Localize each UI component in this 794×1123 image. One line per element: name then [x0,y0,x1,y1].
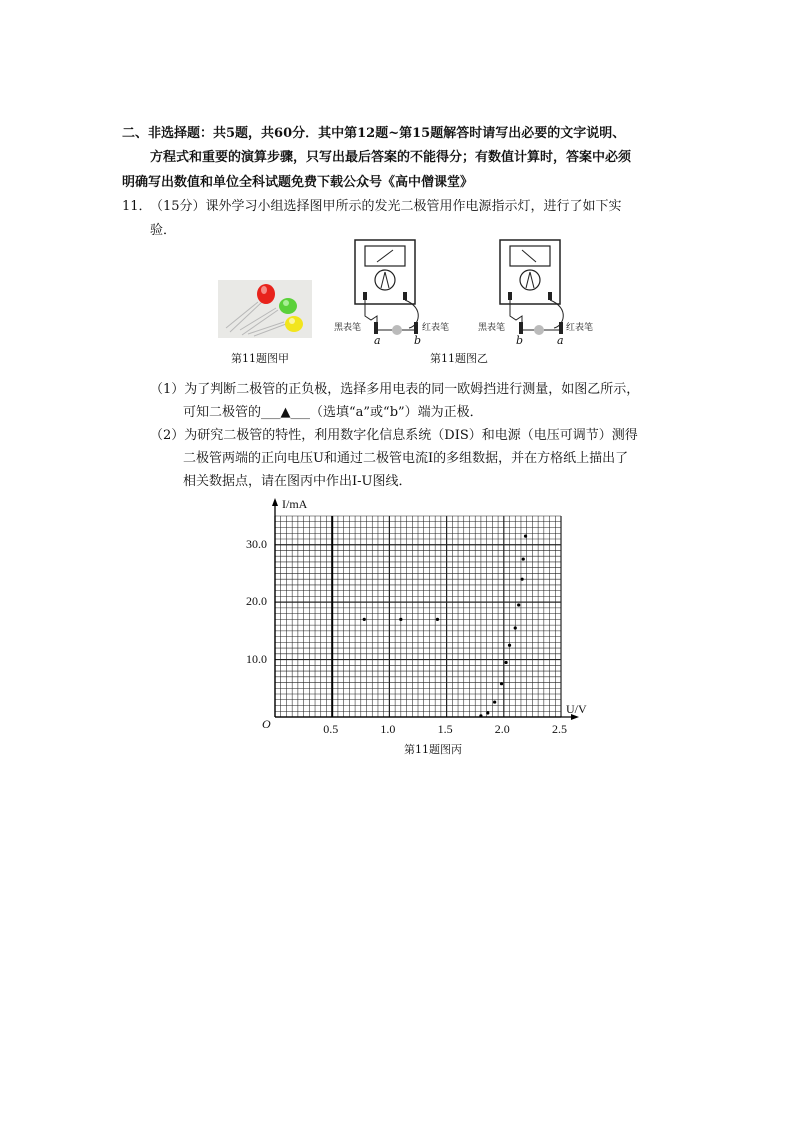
y-tick-label: 20.0 [246,594,267,609]
part2-line-3: 相关数据点，请在图丙中作出I-U图线． [183,474,412,489]
data-point [522,557,525,560]
data-point [486,711,489,714]
data-point [514,626,517,629]
data-point [517,603,520,606]
meter1-end-b-label: b [414,334,422,347]
x-tick-label: 2.0 [494,722,510,736]
meter1-end-a-label: a [374,334,381,347]
meter2-end-b-label: b [516,334,524,347]
data-point [363,618,366,621]
section-heading-line-3: 明确写出数值和单位全科试题免费下载公众号《高中僧课堂》 [122,175,474,190]
y-axis-arrow [272,498,278,506]
origin-label: O [262,717,271,731]
data-point [521,578,524,581]
part1-prefix: 可知二极管的 [183,405,262,420]
meter1-black-probe-label: 黑表笔 [334,323,362,333]
part2-line-2: 二极管两端的正向电压U和通过二极管电流I的多组数据，并在方格纸上描出了 [183,451,629,466]
data-point [479,714,482,717]
section-heading-line-1: 二、非选择题：共5题，共60分．其中第12题~第15题解答时请写出必要的文字说明、 [122,126,626,141]
data-point [399,618,402,621]
figure-jia-caption: 第11题图甲 [231,352,289,365]
answer-blank[interactable]: ___▲___ [261,405,311,420]
section-heading-line-2: 方程式和重要的演算步骤，只写出最后答案的不能得分；有数值计算时，答案中必须 [150,150,632,165]
data-point [504,661,507,664]
x-tick-label: 1.5 [437,722,453,736]
part1-suffix: （选填“a”或“b”）端为正极． [310,405,483,420]
question-intro-line-1: （15分）课外学习小组选择图甲所示的发光二极管用作电源指示灯，进行了如下实 [150,199,622,214]
meter2-red-probe-label: 红表笔 [566,323,594,333]
question-number: 11． [122,199,152,214]
data-point [436,618,439,621]
meter2-black-probe-label: 黑表笔 [478,323,506,333]
x-tick-label: 2.5 [552,722,567,736]
y-tick-label: 10.0 [246,651,267,666]
part2-line-1: （2）为研究二极管的特性，利用数字化信息系统（DIS）和电源（电压可调节）测得 [150,428,638,443]
data-point [524,535,527,538]
x-axis-label: U/V [566,702,587,716]
part1-line-1: （1）为了判断二极管的正负极，选择多用电表的同一欧姆挡进行测量，如图乙所示， [150,382,640,397]
data-point [493,700,496,703]
data-point [508,644,511,647]
question-intro-line-2: 验． [150,223,177,238]
meter1-red-probe-label: 红表笔 [422,323,450,333]
figure-bing-caption: 第11题图丙 [404,743,462,756]
y-axis-label: I/mA [282,497,308,511]
data-point [500,682,503,685]
x-tick-label: 1.0 [380,722,396,736]
x-tick-label: 0.5 [323,722,339,736]
meter2-end-a-label: a [557,334,564,347]
y-tick-label: 30.0 [246,536,267,551]
figure-yi-caption: 第11题图乙 [430,352,488,365]
